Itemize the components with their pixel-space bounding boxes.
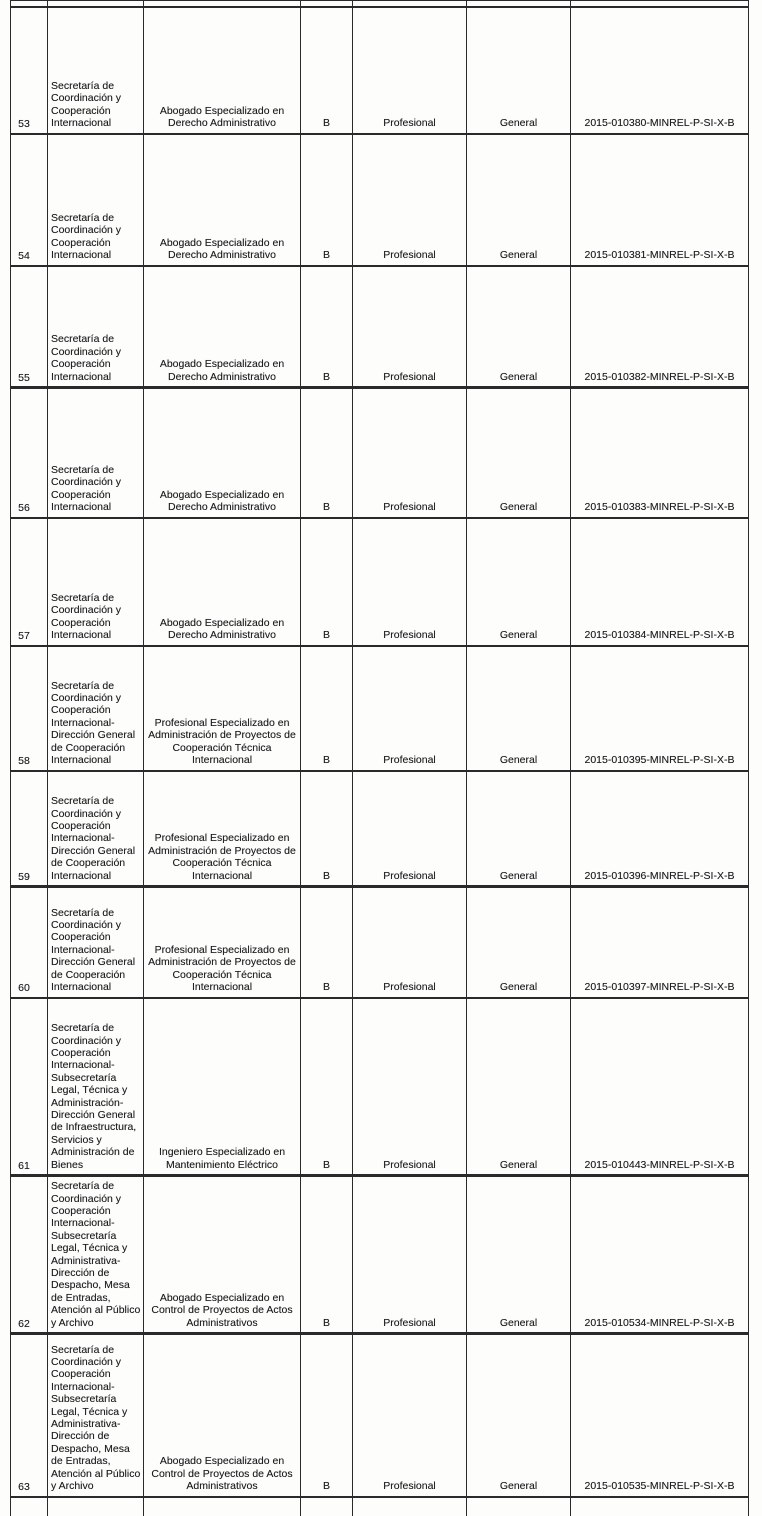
code-cell: 2015-010383-MINREL-P-SI-X-B [571,388,749,518]
position-cell: Abogado Especializado en Derecho Administrativo [144,388,301,518]
department-cell: Secretaría de Coordinación y Cooperación Internacional-Subsecretaría Legal, Técnica y Administrativa-Dirección de Despacho, Mesa de Entradas, Atención al Público y Archivo [48,1334,144,1497]
level-cell: B [301,518,353,646]
cutoff-cell [11,1497,48,1516]
table-row [11,518,749,646]
classification-cell: General [467,388,571,518]
code-cell: 2015-010395-MINREL-P-SI-X-B [571,646,749,771]
level-cell: B [301,266,353,388]
row-number-cell: 61 [11,998,48,1176]
level-cell: B [301,1334,353,1497]
group-cell: Profesional [353,134,467,266]
row-number-cell: 60 [11,887,48,998]
code-cell: 2015-010535-MINREL-P-SI-X-B [571,1334,749,1497]
level-cell: B [301,771,353,887]
department-cell: Secretaría de Coordinación y Cooperación Internacional-Dirección General de Cooperación Internacional [48,887,144,998]
cutoff-cell [571,1497,749,1516]
classification-cell: General [467,771,571,887]
position-cell: Abogado Especializado en Derecho Administrativo [144,134,301,266]
department-cell: Secretaría de Coordinación y Cooperación Internacional-Dirección General de Cooperación Internacional [48,771,144,887]
group-cell: Profesional [353,7,467,134]
department-cell: Secretaría de Coordinación y Cooperación Internacional [48,7,144,134]
group-cell: Profesional [353,518,467,646]
code-cell: 2015-010382-MINREL-P-SI-X-B [571,266,749,388]
position-cell: Profesional Especializado en Administración de Proyectos de Cooperación Técnica Internacional [144,646,301,771]
group-cell: Profesional [353,388,467,518]
table-row [11,7,749,134]
group-cell: Profesional [353,266,467,388]
position-cell: Profesional Especializado en Administración de Proyectos de Cooperación Técnica Internacional [144,771,301,887]
table-row [11,771,749,887]
position-cell: Profesional Especializado en Administración de Proyectos de Cooperación Técnica Internacional [144,887,301,998]
classification-cell: General [467,998,571,1176]
position-cell: Abogado Especializado en Derecho Administrativo [144,7,301,134]
code-cell: 2015-010397-MINREL-P-SI-X-B [571,887,749,998]
code-cell: 2015-010380-MINREL-P-SI-X-B [571,7,749,134]
position-cell: Ingeniero Especializado en Mantenimiento Eléctrico [144,998,301,1176]
cutoff-cell [301,1497,353,1516]
classification-cell: General [467,518,571,646]
level-cell: B [301,646,353,771]
group-cell: Profesional [353,887,467,998]
department-cell: Secretaría de Coordinación y Cooperación Internacional [48,388,144,518]
table-row [11,998,749,1176]
classification-cell: General [467,1176,571,1334]
classification-cell: General [467,1334,571,1497]
cutoff-cell [467,1497,571,1516]
table-row [11,1334,749,1497]
cutoff-row-bottom [11,1497,749,1516]
row-number-cell: 58 [11,646,48,771]
code-cell: 2015-010534-MINREL-P-SI-X-B [571,1176,749,1334]
level-cell: B [301,7,353,134]
row-number-cell: 57 [11,518,48,646]
department-cell: Secretaría de Coordinación y Cooperación Internacional-Dirección General de Cooperación Internacional [48,646,144,771]
cutoff-cell [48,1497,144,1516]
table-row [11,134,749,266]
positions-table [10,0,749,1516]
classification-cell: General [467,134,571,266]
group-cell: Profesional [353,771,467,887]
row-number-cell: 55 [11,266,48,388]
position-cell: Abogado Especializado en Control de Proyectos de Actos Administrativos [144,1334,301,1497]
table-row [11,646,749,771]
code-cell: 2015-010443-MINREL-P-SI-X-B [571,998,749,1176]
row-number-cell: 54 [11,134,48,266]
level-cell: B [301,887,353,998]
code-cell: 2015-010396-MINREL-P-SI-X-B [571,771,749,887]
level-cell: B [301,134,353,266]
classification-cell: General [467,646,571,771]
group-cell: Profesional [353,1176,467,1334]
level-cell: B [301,1176,353,1334]
department-cell: Secretaría de Coordinación y Cooperación Internacional [48,134,144,266]
table-row [11,887,749,998]
group-cell: Profesional [353,1334,467,1497]
row-number-cell: 53 [11,7,48,134]
classification-cell: General [467,7,571,134]
department-cell: Secretaría de Coordinación y Cooperación Internacional [48,518,144,646]
classification-cell: General [467,266,571,388]
row-number-cell: 62 [11,1176,48,1334]
group-cell: Profesional [353,646,467,771]
position-cell: Abogado Especializado en Control de Proyectos de Actos Administrativos [144,1176,301,1334]
position-cell: Abogado Especializado en Derecho Administrativo [144,518,301,646]
code-cell: 2015-010381-MINREL-P-SI-X-B [571,134,749,266]
cutoff-cell [353,1497,467,1516]
department-cell: Secretaría de Coordinación y Cooperación Internacional [48,266,144,388]
position-cell: Abogado Especializado en Derecho Administrativo [144,266,301,388]
level-cell: B [301,998,353,1176]
department-cell: Secretaría de Coordinación y Cooperación Internacional-Subsecretaría Legal, Técnica y Administración-Dirección General de Infraestructura, Servicios y Administración de Bienes [48,998,144,1176]
cutoff-cell [144,1497,301,1516]
department-cell: Secretaría de Coordinación y Cooperación Internacional-Subsecretaría Legal, Técnica y Administrativa-Dirección de Despacho, Mesa de Entradas, Atención al Público y Archivo [48,1176,144,1334]
group-cell: Profesional [353,998,467,1176]
row-number-cell: 56 [11,388,48,518]
row-number-cell: 59 [11,771,48,887]
table-row [11,388,749,518]
table-row [11,266,749,388]
row-number-cell: 63 [11,1334,48,1497]
classification-cell: General [467,887,571,998]
table-row [11,1176,749,1334]
level-cell: B [301,388,353,518]
code-cell: 2015-010384-MINREL-P-SI-X-B [571,518,749,646]
